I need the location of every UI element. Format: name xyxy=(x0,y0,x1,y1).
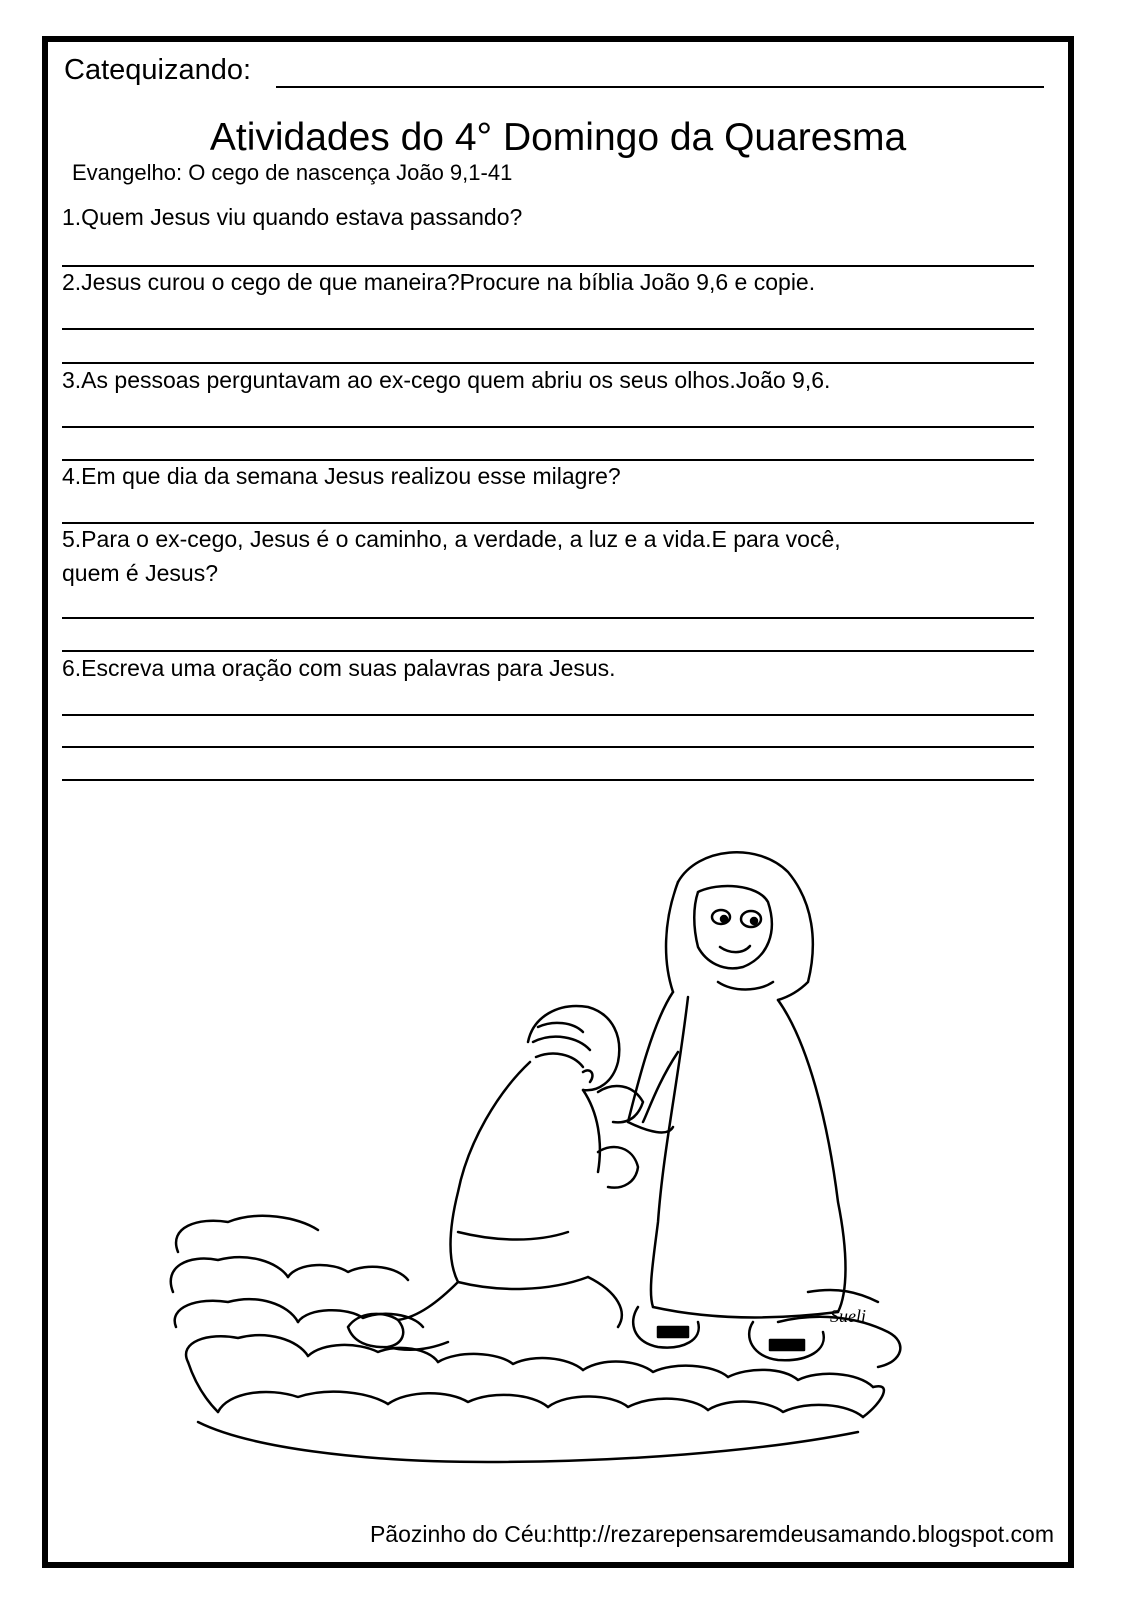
answer-line[interactable] xyxy=(62,265,1034,267)
question-5: 5.Para o ex-cego, Jesus é o caminho, a verdade, a luz e a vida.E para você, xyxy=(62,526,841,552)
answer-line[interactable] xyxy=(62,617,1034,619)
page-title: Atividades do 4° Domingo da Quaresma xyxy=(209,116,907,159)
answer-line[interactable] xyxy=(62,459,1034,461)
footer-credit: Pãozinho do Céu:http://rezarepensaremdeusamando.blogspot.com xyxy=(369,1521,1054,1547)
student-name-label: Catequizando: xyxy=(64,54,252,86)
answer-line[interactable] xyxy=(62,746,1034,748)
question-1: 1.Quem Jesus viu quando estava passando? xyxy=(62,204,523,230)
worksheet-frame xyxy=(42,36,1074,1568)
jesus-healing-blind-man-illustration xyxy=(158,822,938,1482)
blind-man-figure-drawing xyxy=(348,1006,638,1350)
question-4: 4.Em que dia da semana Jesus realizou esse milagre? xyxy=(62,463,621,489)
artist-signature: Sueli xyxy=(830,1306,866,1326)
answer-line[interactable] xyxy=(62,714,1034,716)
answer-line[interactable] xyxy=(62,328,1034,330)
jesus-figure-drawing xyxy=(598,852,846,1360)
student-name-line[interactable] xyxy=(276,86,1044,88)
answer-line[interactable] xyxy=(62,426,1034,428)
answer-line[interactable] xyxy=(62,650,1034,652)
question-6: 6.Escreva uma oração com suas palavras para Jesus. xyxy=(62,655,616,681)
question-2: 2.Jesus curou o cego de que maneira?Procure na bíblia João 9,6 e copie. xyxy=(62,269,816,295)
answer-line[interactable] xyxy=(62,522,1034,524)
question-5-continuation: quem é Jesus? xyxy=(62,560,218,586)
question-3: 3.As pessoas perguntavam ao ex-cego quem abriu os seus olhos.João 9,6. xyxy=(62,367,831,393)
answer-line[interactable] xyxy=(62,779,1034,781)
gospel-subtitle: Evangelho: O cego de nascença João 9,1-41 xyxy=(72,160,513,185)
answer-line[interactable] xyxy=(62,362,1034,364)
